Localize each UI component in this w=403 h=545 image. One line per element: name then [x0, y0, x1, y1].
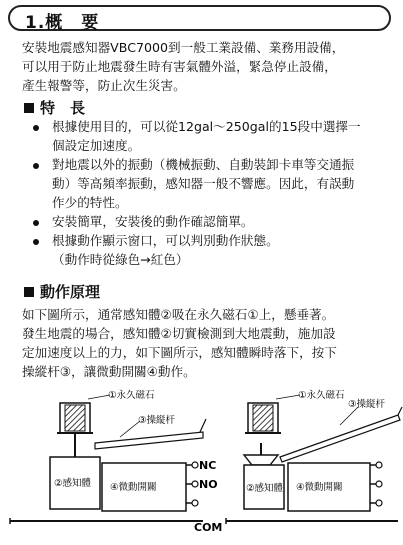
- no-terminal: [192, 481, 198, 487]
- principle-line-2: 發生地震的場合，感知體②切實檢測到大地震動，施加設: [22, 326, 336, 341]
- bullet-icon: [33, 125, 39, 131]
- principle-line-4: 操縱杆③，讓微動開關④動作。: [22, 364, 196, 379]
- diagram-normal-state: [0, 385, 223, 545]
- lever-label: ③操縦杆: [348, 399, 386, 410]
- switch-label: ④微動開關: [296, 482, 343, 493]
- no-label: NO: [199, 478, 218, 491]
- feature-1-line-1: 根據使用目的，可以從12gal～250gal的15段中選擇一: [52, 119, 361, 134]
- feature-2-line-1: 對地震以外的振動（機械振動、自動裝卸卡車等交通振: [52, 157, 355, 172]
- principle-heading-text: 動作原理: [40, 283, 101, 301]
- switch-label: ④微動開關: [110, 482, 157, 493]
- magnet-label: ①永久磁石: [298, 390, 345, 401]
- feature-2-line-3: 作少的特性。: [52, 195, 128, 210]
- square-bullet-icon: [24, 103, 34, 113]
- overview-line-3: 產生報警等，防止次生災害。: [22, 78, 186, 93]
- operating-lever-pressed: [280, 415, 400, 462]
- feature-2-line-2: 動）等高頻率振動，感知器一般不響應。因此，有誤動: [52, 176, 355, 191]
- permanent-magnet: [253, 405, 273, 431]
- section-title-box: [8, 5, 391, 31]
- sensor-label: ②感知體: [246, 483, 284, 494]
- feature-3-line-1: 安裝簡單，安裝後的動作確認簡單。: [52, 214, 254, 229]
- operating-lever: [95, 432, 203, 449]
- bullet-icon: [33, 239, 39, 245]
- sensor-label: ②感知體: [54, 478, 92, 489]
- feature-4-line-2: （動作時從綠色→紅色）: [52, 252, 189, 267]
- feature-1-line-2: 個設定加速度。: [52, 138, 141, 153]
- principle-line-1: 如下圖所示，通常感知體②吸在永久磁石①上，懸垂著。: [22, 307, 335, 322]
- square-bullet-icon: [24, 287, 34, 297]
- features-heading-text: 特 長: [40, 99, 86, 117]
- lever-label: ③操縦杆: [138, 415, 176, 426]
- magnet-label: ①永久磁石: [108, 390, 155, 401]
- nc-label: NC: [199, 459, 217, 472]
- principle-heading: [24, 281, 100, 302]
- permanent-magnet: [65, 405, 85, 431]
- bullet-icon: [33, 220, 39, 226]
- bullet-icon: [33, 163, 39, 169]
- sensor-funnel: [244, 455, 278, 465]
- diagram-triggered-state: [220, 385, 403, 545]
- com-terminal: [192, 500, 198, 506]
- feature-4-line-1: 根據動作顯示窗口，可以判別動作狀態。: [52, 233, 279, 248]
- principle-line-3: 定加速度以上的力，如下圖所示，感知體瞬時落下，按下: [22, 345, 337, 360]
- com-label: COM: [194, 521, 223, 534]
- overview-line-1: 安裝地震感知器VBC7000到一般工業設備、業務用設備，: [22, 40, 345, 55]
- overview-line-2: 可以用于防止地震發生時有害氣體外溢，緊急停止設備，: [22, 59, 337, 74]
- features-heading: [24, 97, 85, 118]
- section-title: 1.概 要: [25, 13, 100, 33]
- nc-terminal: [192, 462, 198, 468]
